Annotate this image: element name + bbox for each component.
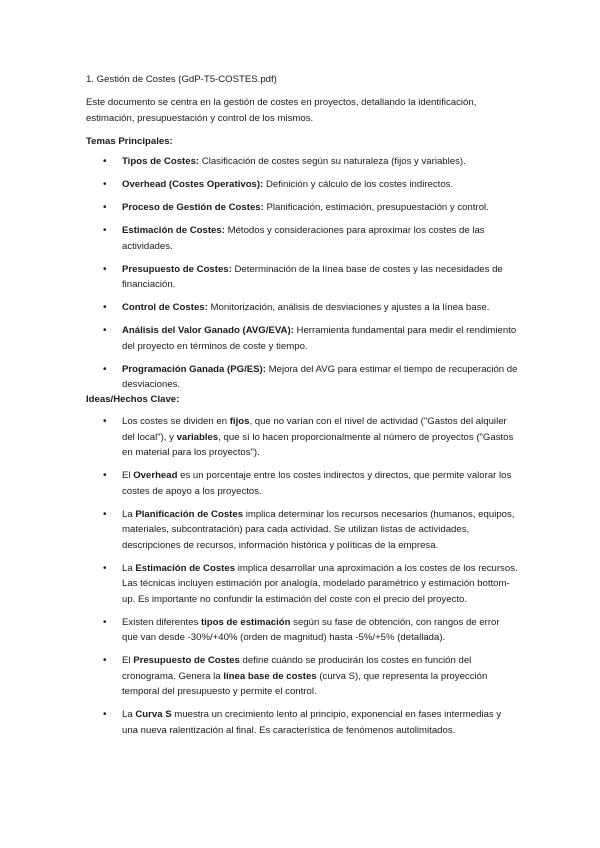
topic-item [86, 154, 518, 170]
idea-item [86, 615, 518, 646]
topic-text: Monitorización, análisis de desviaciones y ajustes a la línea base. [207, 302, 490, 313]
idea-item [86, 561, 518, 608]
ideas-title: Ideas/Hechos Clave: [86, 394, 180, 405]
topic-term: Tipos de Costes: [122, 156, 200, 167]
idea-bold: línea base de costes [223, 670, 317, 682]
idea-bold: Curva S [135, 709, 172, 720]
idea-text: (curva S), que representa la proyección temporal del presupuesto y permite el control. [122, 670, 488, 697]
topic-item [86, 362, 518, 393]
idea-text: Los costes se dividen en [122, 416, 230, 427]
idea-text: muestra un crecimiento lento al principio, exponencial en fases intermedias y una nueva ralentización al final. Es característica de fenómenos autolimitados. [122, 709, 502, 736]
idea-text: implica desarrollar una aproximación a los costes de los recursos. Las técnicas incluyen estimación por analogía, modelado paramétrico y estimación bottom-up. Es importante no confundir la estimación del coste con el precio del proyecto. [122, 562, 518, 605]
idea-bold: Estimación de Costes [135, 562, 236, 574]
idea-bold: variables [176, 431, 219, 443]
topic-item [86, 323, 518, 354]
topic-term: Proceso de Gestión de Costes: [122, 202, 264, 213]
topic-text: Métodos y consideraciones para aproximar los costes de las actividades. [122, 225, 485, 252]
idea-bold: tipos de estimación [200, 616, 291, 628]
idea-text: define cuándo se producirán los costes en función del cronograma. Genera la [122, 655, 472, 682]
idea-text: implica determinar los recursos necesarios (humanos, equipos, materiales, subcontratación) para cada actividad. Se utilizan listas de actividades, descripciones de recursos, información histórica y políticas de la empresa. [122, 508, 515, 551]
topic-term: Estimación de Costes: [122, 225, 225, 236]
topic-item [86, 223, 518, 254]
topic-term: Control de Costes: [122, 302, 208, 313]
topics-title: Temas Principales: [86, 136, 173, 147]
topic-term: Análisis del Valor Ganado (AVG/EVA): [122, 325, 294, 336]
idea-text: La [122, 508, 136, 520]
idea-text: es un porcentaje entre los costes indirectos y directos, que permite valorar los costes de apoyo a los proyectos. [122, 470, 512, 497]
topic-term: Presupuesto de Costes: [122, 263, 232, 275]
idea-text: Existen diferentes [122, 616, 201, 628]
document-heading: 1. Gestión de Costes (GdP-T5-COSTES.pdf) [86, 74, 277, 85]
idea-bold: Planificación de Costes [135, 508, 244, 520]
topic-text: Planificación, estimación, presupuestación y control. [263, 202, 489, 213]
idea-text: El [122, 470, 134, 481]
topics-list [86, 154, 518, 400]
idea-item [86, 468, 518, 499]
idea-text: La [122, 709, 136, 720]
idea-bold: Presupuesto de Costes [133, 655, 240, 666]
idea-item [86, 707, 518, 738]
idea-item [86, 507, 518, 554]
topic-item [86, 200, 518, 216]
ideas-list [86, 414, 518, 746]
topic-text: Mejora del AVG para estimar el tiempo de recuperación de desviaciones. [122, 363, 518, 390]
topic-item [86, 262, 518, 293]
topic-term: Programación Ganada (PG/ES): [122, 363, 266, 375]
idea-item [86, 414, 518, 461]
intro-paragraph: Este documento se centra en la gestión de costes en proyectos, detallando la identificación, estimación, presupuestación y control de los mismos. [86, 97, 477, 124]
topic-item [86, 177, 518, 193]
topic-term: Overhead (Costes Operativos): [122, 179, 264, 190]
idea-text: , que sí lo hacen proporcionalmente al número de proyectos ("Gastos en material para los proyectos"). [122, 431, 514, 458]
idea-item [86, 653, 518, 700]
topic-text: Clasificación de costes según su naturaleza (fijos y variables). [199, 156, 466, 167]
idea-text: , que no varían con el nivel de actividad ("Gastos del alquiler del local"), y [122, 416, 507, 443]
idea-bold: Overhead [133, 470, 178, 481]
topic-item [86, 300, 518, 316]
idea-bold: fijos [229, 416, 250, 427]
topic-text: Determinación de la línea base de costes y las necesidades de financiación. [122, 263, 503, 290]
topic-text: Herramienta fundamental para medir el rendimiento del proyecto en términos de coste y tiempo. [122, 325, 517, 352]
topic-text: Definición y cálculo de los costes indirectos. [263, 179, 454, 190]
idea-text: según su fase de obtención, con rangos de error que van desde -30%/+40% (orden de magnitud) hasta -5%/+5% (detallada). [122, 616, 500, 643]
idea-text: La [122, 562, 136, 574]
idea-text: El [122, 655, 134, 666]
